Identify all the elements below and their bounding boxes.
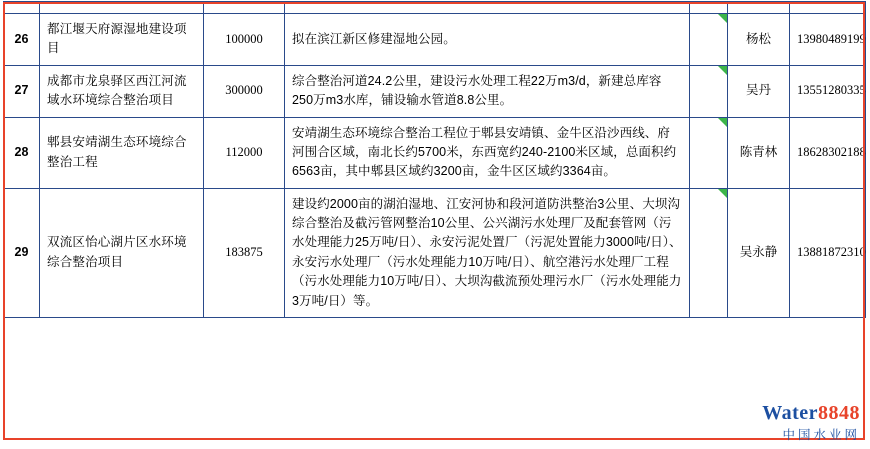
green-corner-icon bbox=[718, 118, 727, 127]
table-row bbox=[4, 188, 866, 317]
cell-partial-amount bbox=[204, 2, 285, 14]
cell-blank bbox=[690, 117, 728, 188]
cell-project-name: 都江堰天府源湿地建设项目 bbox=[40, 14, 204, 66]
cell-index: 27 bbox=[4, 65, 40, 117]
cell-partial-name bbox=[40, 2, 204, 14]
cell-amount: 100000 bbox=[204, 14, 285, 66]
cell-partial-phone bbox=[790, 2, 866, 14]
cell-contact-phone: 13551280335 bbox=[790, 65, 866, 117]
table-row bbox=[4, 65, 866, 117]
document-page bbox=[0, 1, 870, 449]
cell-project-name: 成都市龙泉驿区西江河流域水环境综合整治项目 bbox=[40, 65, 204, 117]
cell-description: 拟在滨江新区修建湿地公园。 bbox=[285, 14, 690, 66]
watermark-brand bbox=[762, 403, 860, 423]
projects-table bbox=[3, 1, 866, 318]
cell-project-name: 郫县安靖湖生态环境综合整治工程 bbox=[40, 117, 204, 188]
cell-partial-description bbox=[285, 2, 690, 14]
cell-partial-blank bbox=[690, 2, 728, 14]
cell-amount: 183875 bbox=[204, 188, 285, 317]
cell-contact-phone: 13881872310 bbox=[790, 188, 866, 317]
green-corner-icon bbox=[718, 189, 727, 198]
cell-blank bbox=[690, 14, 728, 66]
site-watermark bbox=[762, 403, 860, 443]
cell-index: 29 bbox=[4, 188, 40, 317]
cell-project-name: 双流区怡心湖片区水环境综合整治项目 bbox=[40, 188, 204, 317]
watermark-subtitle: 中国水业网 bbox=[782, 428, 860, 442]
cell-description: 安靖湖生态环境综合整治工程位于郫县安靖镇、金牛区沿沙西线、府河围合区域，南北长约5700米，东西宽约240-2100米区域，总面积约6563亩，其中郫县区域约3200亩，金牛区区域约3364亩。 bbox=[285, 117, 690, 188]
cell-blank bbox=[690, 65, 728, 117]
cell-partial-index bbox=[4, 2, 40, 14]
cell-blank bbox=[690, 188, 728, 317]
cell-contact-person: 杨松 bbox=[728, 14, 790, 66]
table-row bbox=[4, 117, 866, 188]
watermark-brand-number: 8848 bbox=[818, 402, 860, 424]
cell-contact-person: 陈青林 bbox=[728, 117, 790, 188]
cell-contact-phone: 18628302188 bbox=[790, 117, 866, 188]
cell-description: 建设约2000亩的湖泊湿地、江安河协和段河道防洪整治3公里、大坝沟综合整治及截污管网整治10公里、公兴湖污水处理厂及配套管网（污水处理能力25万吨/日）、永安污泥处置厂（污泥处置能力3000吨/日）、永安污水处理厂（污水处理能力10万吨/日）、航空港污水处理厂工程（污水处理能力10万吨/日）、大坝沟截流预处理污水厂（污水处理能力3万吨/日）等。 bbox=[285, 188, 690, 317]
cell-description: 综合整治河道24.2公里，建设污水处理工程22万m3/d，新建总库容250万m3水库，铺设输水管道8.8公里。 bbox=[285, 65, 690, 117]
watermark-brand-text: Water bbox=[762, 402, 818, 424]
cell-index: 28 bbox=[4, 117, 40, 188]
cell-contact-person: 吴永静 bbox=[728, 188, 790, 317]
table-row bbox=[4, 14, 866, 66]
green-corner-icon bbox=[718, 14, 727, 23]
cell-amount: 300000 bbox=[204, 65, 285, 117]
cell-amount: 112000 bbox=[204, 117, 285, 188]
cell-index: 26 bbox=[4, 14, 40, 66]
table-row-partial bbox=[4, 2, 866, 14]
cell-partial-person bbox=[728, 2, 790, 14]
cell-contact-person: 吴丹 bbox=[728, 65, 790, 117]
green-corner-icon bbox=[718, 66, 727, 75]
cell-contact-phone: 13980489199 bbox=[790, 14, 866, 66]
